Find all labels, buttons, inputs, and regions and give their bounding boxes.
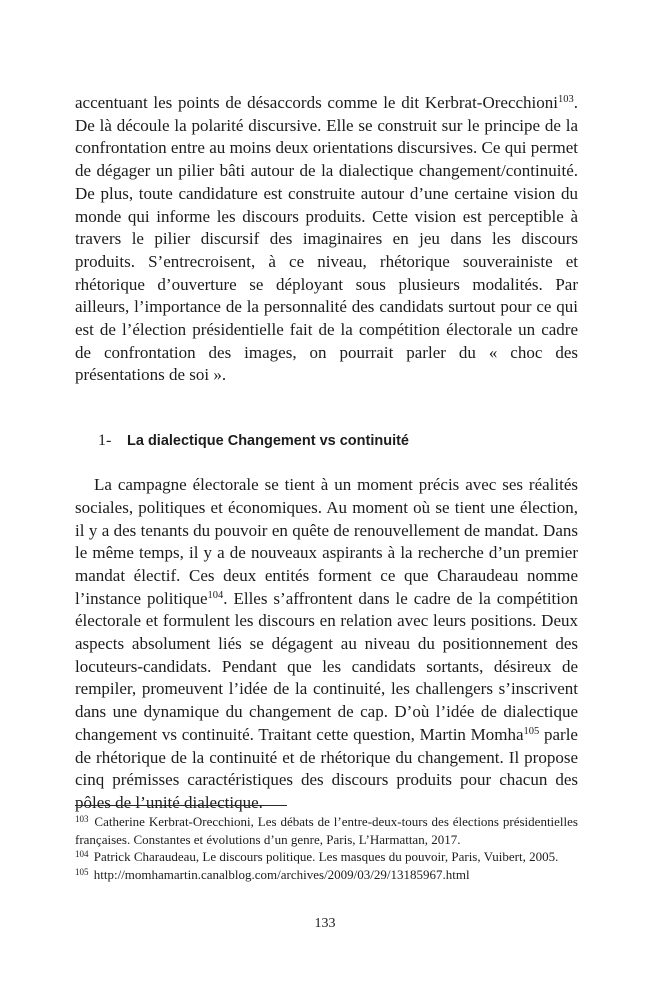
page-body [75,92,578,815]
footnote-ref-105[interactable]: 105 [523,725,540,737]
paragraph-text: La campagne électorale se tient à un moment précis avec ses réalités sociales, politiques et économiques. Au moment où se tient une élection, il y a des tenants du pouvoir en quête de renouvellement de mandat. Dans le même temps, il y a de nouveaux aspirants à la recherche d’un premier mandat électif. Ces deux entités forment ce que Charaudeau nomme l’instance politique [75,475,578,608]
footnote-104 [75,848,578,866]
section-heading [75,429,578,453]
page-number: 133 [314,916,336,931]
paragraph-text: parle de rhétorique de la continuité et de rhétorique du changement. Il propose cinq prémisses caractéristiques des discours produits pour chacun des pôles de l’unité dialectique. [75,724,578,812]
paragraph-text: accentuant les points de désaccords comme le dit Kerbrat-Orecchioni [75,93,558,112]
footnotes [75,813,578,883]
footnote-separator [75,805,287,806]
section-title: La dialectique Changement vs continuité [127,433,409,450]
paragraph-text: . Elles s’affrontent dans le cadre de la compétition électorale et formulent les discours en relation avec leurs positions. Deux aspects absolument liés se dégagent au niveau du positionnement des locuteurs-candidats. Pendant que les candidats sortants, désireux de rempiler, promeuvent l’idée de la continuité, les challengers s’inscrivent dans une dynamique du changement de cap. D’où l’idée de dialectique changement vs continuité. Traitant cette question, Martin Momha [75,588,578,744]
footnote-103 [75,813,578,848]
footnote-link[interactable]: http://momhamartin.canalblog.com/archives/2009/03/29/13185967.html [90,866,470,882]
paragraph-text: . De là découle la polarité discursive. Elle se construit sur le principe de la confrontation entre au moins deux orientations discursives. Ce qui permet de dégager un pilier bâti autour de la dialectique changement/continuité. De plus, toute candidature est construite autour d’une certaine vision du monde qui informe les discours produits. Cette vision est perceptible à travers le pilier discursif des imaginaires en jeu dans les discours produits. S’entrecroisent, à ce niveau, rhétorique souverainiste et rhétorique d’ouverture se déployant sous plusieurs modalités. Par ailleurs, l’importance de la personnalité des candidats surtout pour ce qui est de l’élection présidentielle fait de la compétition électorale un cadre de confrontation des images, on pourrait parler du « choc des présentations de soi ». [75,93,578,385]
footnote-number: 103 [75,814,89,824]
body-paragraph-1 [75,92,578,387]
footnote-text: Patrick Charaudeau, Le discours politique. Les masques du pouvoir, Paris, Vuibert, 2005. [90,849,559,865]
footnote-ref-103[interactable]: 103 [558,94,574,105]
body-paragraph-2 [75,474,578,815]
footnote-number: 105 [75,866,89,877]
section-number: 1- [98,432,112,450]
footnote-ref-104[interactable]: 104 [207,589,224,601]
footnote-105 [75,866,578,884]
footnote-number: 104 [75,849,89,860]
footnote-text: Catherine Kerbrat-Orecchioni, Les débats de l’entre-deux-tours des élections présidentielles françaises. Constantes et évolutions d’un genre, Paris, L’Harmattan, 2017. [75,814,578,847]
